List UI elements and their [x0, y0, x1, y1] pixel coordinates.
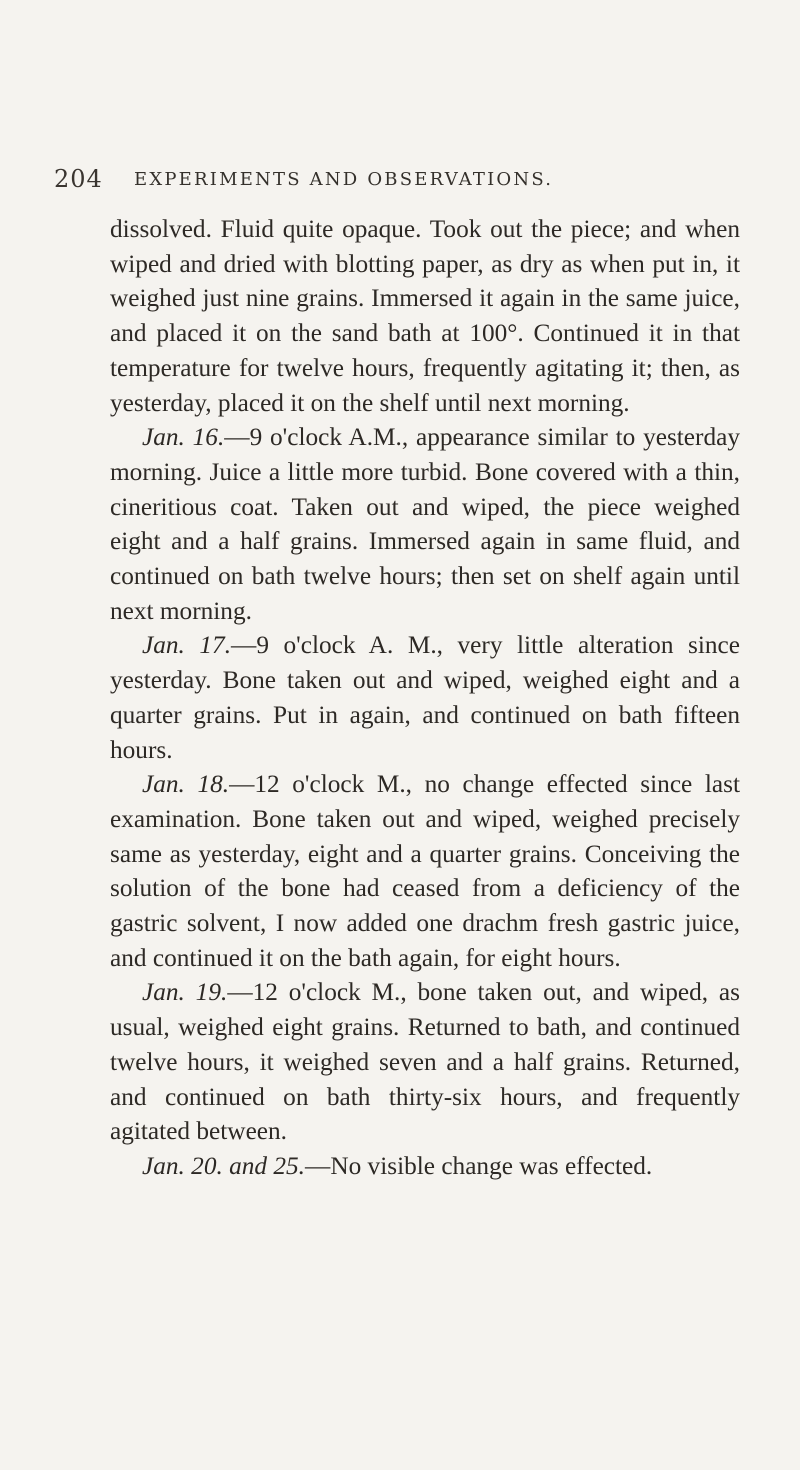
journal-entry-jan-20-25 [110, 1149, 740, 1184]
running-head [54, 165, 754, 199]
journal-entry-jan-19 [110, 975, 740, 1149]
entry-date: Jan. 16. [142, 423, 225, 452]
journal-entry-jan-17 [110, 628, 740, 767]
paragraph-continuation [110, 212, 740, 420]
entry-text: —9 o'clock A.M., appearance similar to yesterday morning. Juice a little more turbid. Bone covered with a thin, cineritious coat. Taken out and wiped, the piece weighed eight and a half grains. Immersed again in same fluid, and continued on bath twelve hours; then set on shelf again until next morning. [110, 423, 740, 625]
entry-date: Jan. 17. [142, 631, 232, 660]
entry-text: —12 o'clock M., no change effected since last examination. Bone taken out and wiped, weighed precisely same as yesterday, eight and a quarter grains. Conceiving the solution of the bone had ceased from a deficiency of the gastric solvent, I now added one drachm fresh gastric juice, and continued it on the bath again, for eight hours. [110, 770, 740, 972]
entry-date: Jan. 18. [142, 770, 230, 799]
entry-text: —No visible change was effected. [305, 1151, 653, 1180]
entry-text: —9 o'clock A. M., very little alteration since yesterday. Bone taken out and wiped, weighed eight and a quarter grains. Put in again, and continued on bath fifteen hours. [110, 631, 740, 764]
journal-entry-jan-18 [110, 767, 740, 975]
page-number: 204 [54, 165, 103, 193]
paragraph-text: dissolved. Fluid quite opaque. Took out the piece; and when wiped and dried with blotting paper, as dry as when put in, it weighed just nine grains. Immersed it again in the same juice, and placed it on the sand bath at 100°. Continued it in that temperature for twelve hours, frequently agitating it; then, as yesterday, placed it on the shelf until next morning. [110, 215, 740, 417]
entry-text: —12 o'clock M., bone taken out, and wiped, as usual, weighed eight grains. Returned to bath, and continued twelve hours, it weighed seven and a half grains. Returned, and continued on bath thirty-six hours, and frequently agitated between. [110, 978, 741, 1146]
journal-entry-jan-16 [110, 420, 740, 628]
running-title: EXPERIMENTS AND OBSERVATIONS. [134, 169, 554, 190]
entry-date: Jan. 20. and 25. [142, 1151, 306, 1180]
body-text [110, 212, 740, 1184]
entry-date: Jan. 19. [142, 978, 228, 1007]
